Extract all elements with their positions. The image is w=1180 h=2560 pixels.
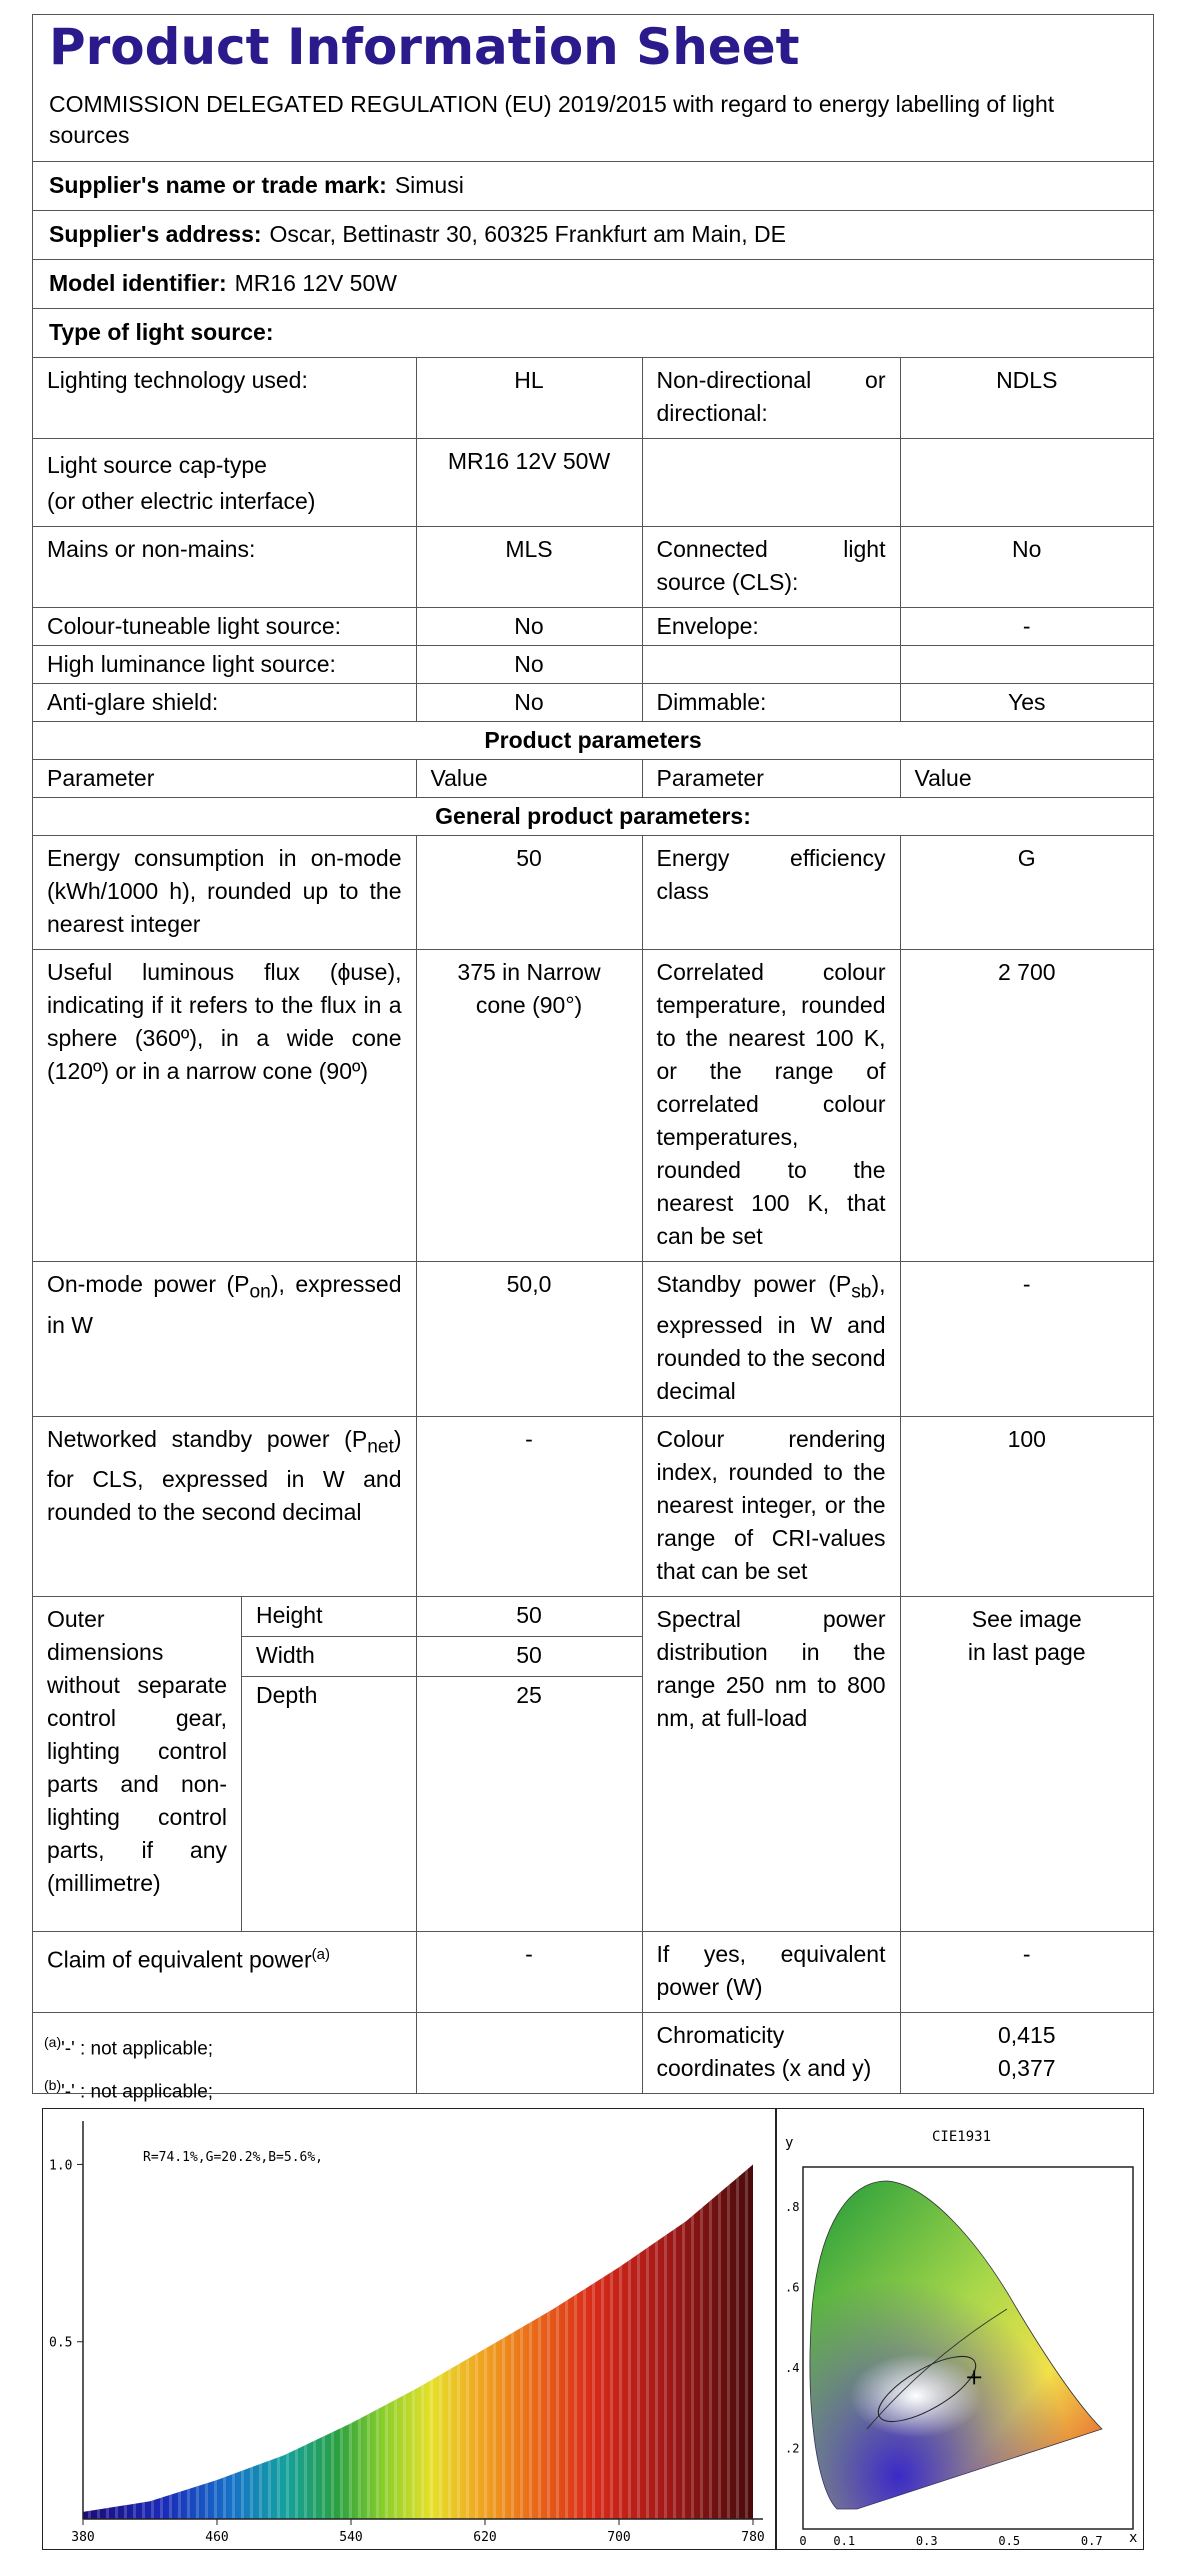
param-label bbox=[33, 1262, 416, 1417]
chroma-y-value: 0,377 bbox=[997, 2054, 1056, 2081]
spectrum-x-tick-label: 700 bbox=[607, 2530, 631, 2545]
table-row bbox=[33, 527, 1153, 608]
psb-label-text: ), expressed in W and rounded to the second decimal bbox=[656, 1271, 886, 1404]
regulation-text: COMMISSION DELEGATED REGULATION (EU) 2019/2015 with regard to energy labelling of light sources bbox=[33, 77, 1153, 162]
section-heading: Product parameters bbox=[33, 722, 1153, 760]
dimension-value: 25 bbox=[516, 1681, 542, 1708]
param-value: No bbox=[416, 684, 642, 722]
param-value: MR16 12V 50W bbox=[416, 439, 642, 527]
param-label: Energy consumption in on-mode (kWh/1000 h), rounded up to the nearest integer bbox=[33, 836, 416, 950]
cie-x-tick-label: 0.3 bbox=[915, 2534, 938, 2548]
param-value: 50 bbox=[416, 836, 642, 950]
table-row bbox=[33, 608, 1153, 646]
pon-subscript: on bbox=[249, 1281, 271, 1303]
param-value: Yes bbox=[900, 684, 1153, 722]
psb-subscript: sb bbox=[851, 1281, 872, 1303]
dimensions-label: Outer dimensions without separate control gear, lighting control parts and non-lighting control parts, if any (millimetre) bbox=[33, 1597, 242, 1931]
param-value: No bbox=[416, 608, 642, 646]
param-value: 100 bbox=[900, 1416, 1153, 1596]
charts-panel bbox=[42, 2108, 1144, 2550]
column-header-parameter: Parameter bbox=[33, 760, 416, 798]
table-row bbox=[417, 1597, 642, 1637]
param-label bbox=[33, 1416, 416, 1596]
spectrum-x-tick-label: 620 bbox=[473, 2530, 497, 2545]
param-label: If yes, equivalent power (W) bbox=[642, 1931, 900, 2012]
spectrum-area-stripes bbox=[83, 2165, 753, 2520]
column-header-value: Value bbox=[900, 760, 1153, 798]
param-value: HL bbox=[416, 358, 642, 439]
parameters-table bbox=[33, 358, 1153, 2093]
table-row bbox=[417, 1636, 642, 1676]
param-label: Spectral power distribution in the range 250 nm to 800 nm, at full-load bbox=[642, 1596, 900, 1931]
dimensions-values bbox=[417, 1597, 642, 1716]
param-label: Dimmable: bbox=[642, 684, 900, 722]
spectrum-chart-svg bbox=[43, 2109, 775, 2549]
cie-chart-svg bbox=[777, 2109, 1143, 2549]
spectrum-y-tick-label: 0.5 bbox=[49, 2335, 73, 2351]
param-value: - bbox=[900, 1262, 1153, 1417]
supplier-address-value: Oscar, Bettinastr 30, 60325 Frankfurt am Main, DE bbox=[269, 221, 786, 247]
param-value: - bbox=[900, 608, 1153, 646]
table-row bbox=[33, 1416, 1153, 1596]
table-row bbox=[33, 836, 1153, 950]
supplier-name-label: Supplier's name or trade mark: bbox=[49, 172, 387, 198]
param-label bbox=[33, 1931, 416, 2012]
dimension-label: Height bbox=[242, 1597, 416, 1637]
cie-x-tick-label: 0.1 bbox=[833, 2534, 856, 2548]
dimension-value: 50 bbox=[417, 1597, 642, 1637]
cap-type-sub-label: (or other electric interface) bbox=[47, 488, 316, 514]
footnote-text: '-' : not applicable; bbox=[61, 2038, 214, 2060]
table-row bbox=[33, 646, 1153, 684]
param-value bbox=[900, 439, 1153, 527]
supplier-address-row bbox=[33, 211, 1153, 260]
cap-type-label: Light source cap-type bbox=[47, 452, 267, 478]
cie-y-tick-label: .8 bbox=[785, 2200, 800, 2215]
model-identifier-row bbox=[33, 260, 1153, 309]
param-value: - bbox=[900, 1931, 1153, 2012]
footnote-marker: (b) bbox=[44, 2077, 62, 2094]
table-row bbox=[242, 1636, 416, 1676]
spectrum-plot-area bbox=[49, 2121, 765, 2545]
param-label bbox=[642, 439, 900, 527]
param-label: Mains or non-mains: bbox=[33, 527, 416, 608]
param-value: G bbox=[900, 836, 1153, 950]
supplier-name-value: Simusi bbox=[394, 172, 464, 198]
dimensions-values-cell bbox=[416, 1596, 642, 1931]
dimension-label: Depth bbox=[256, 1681, 318, 1708]
param-value: - bbox=[416, 1931, 642, 2012]
footnote bbox=[44, 2067, 213, 2110]
spd-value-line: in last page bbox=[967, 1638, 1086, 1665]
dimension-label: Width bbox=[242, 1636, 416, 1676]
param-label: Energy efficiency class bbox=[642, 836, 900, 950]
table-row bbox=[33, 1931, 1153, 2012]
pnet-label-text: ) for CLS, expressed in W and rounded to the second decimal bbox=[47, 1425, 402, 1526]
spd-value-line: See image bbox=[971, 1605, 1082, 1632]
param-label: Colour rendering index, rounded to the nearest integer, or the range of CRI-values that can be set bbox=[642, 1416, 900, 1596]
table-row bbox=[33, 798, 1153, 836]
cie-x-tick-label: 0 bbox=[799, 2534, 807, 2548]
section-heading: General product parameters: bbox=[33, 798, 1153, 836]
pnet-label-text: Networked standby power (P bbox=[47, 1425, 368, 1452]
table-row bbox=[242, 1676, 416, 1716]
spectrum-chart bbox=[43, 2109, 777, 2549]
param-label bbox=[642, 646, 900, 684]
model-identifier-label: Model identifier: bbox=[49, 270, 227, 296]
product-information-sheet bbox=[32, 14, 1154, 2094]
table-row bbox=[33, 358, 1153, 439]
table-row bbox=[33, 760, 1153, 798]
param-label: Colour-tuneable light source: bbox=[33, 608, 416, 646]
param-label: High luminance light source: bbox=[33, 646, 416, 684]
cie-title: CIE1931 bbox=[932, 2129, 992, 2145]
cie-y-tick-label: .4 bbox=[785, 2361, 800, 2376]
page-title: Product Information Sheet bbox=[49, 18, 800, 76]
supplier-address-label: Supplier's address: bbox=[49, 221, 262, 247]
spectrum-y-tick-label: 1.0 bbox=[49, 2158, 73, 2174]
pnet-subscript: net bbox=[367, 1436, 394, 1458]
param-label bbox=[642, 1262, 900, 1417]
dimensions-subtable bbox=[242, 1597, 416, 1716]
psb-label-text: Standby power (P bbox=[656, 1271, 852, 1297]
cie-x-tick-label: 0.5 bbox=[998, 2534, 1021, 2548]
footnote-marker: (a) bbox=[44, 2034, 62, 2050]
column-header-value: Value bbox=[416, 760, 642, 798]
param-value: MLS bbox=[416, 527, 642, 608]
param-value: NDLS bbox=[900, 358, 1153, 439]
param-label: Envelope: bbox=[642, 608, 900, 646]
cie-chart bbox=[777, 2109, 1143, 2549]
table-row bbox=[33, 722, 1153, 760]
light-source-type-label: Type of light source: bbox=[49, 319, 274, 345]
cie-x-tick-label: 0.7 bbox=[1080, 2534, 1103, 2548]
param-label: Anti-glare shield: bbox=[33, 684, 416, 722]
param-value: 375 in Narrow cone (90°) bbox=[416, 950, 642, 1262]
dimensions-cell bbox=[33, 1596, 416, 1931]
column-header-parameter: Parameter bbox=[642, 760, 900, 798]
param-label: Lighting technology used: bbox=[33, 358, 416, 439]
cie-x-axis-label: x bbox=[1129, 2530, 1138, 2546]
spectrum-annotation: R=74.1%,G=20.2%,B=5.6%, bbox=[143, 2150, 324, 2165]
param-value: 50,0 bbox=[416, 1262, 642, 1417]
table-row bbox=[33, 1596, 1153, 1931]
footnote bbox=[44, 2024, 213, 2067]
spectrum-x-tick-label: 380 bbox=[71, 2530, 95, 2545]
empty-cell bbox=[416, 2012, 642, 2093]
param-value: 2 700 bbox=[900, 950, 1153, 1262]
param-label bbox=[33, 439, 416, 527]
table-row bbox=[242, 1597, 416, 1637]
spectrum-x-tick-label: 540 bbox=[339, 2530, 363, 2545]
cie-y-tick-label: .2 bbox=[785, 2441, 800, 2456]
table-row bbox=[33, 950, 1153, 1262]
supplier-name-row bbox=[33, 162, 1153, 211]
param-value: No bbox=[416, 646, 642, 684]
cie-y-tick-label: .6 bbox=[785, 2280, 800, 2295]
cie-y-axis-label: y bbox=[785, 2135, 794, 2151]
param-label: Useful luminous flux (ϕuse), indicating if it refers to the flux in a sphere (360º), in a wide cone (120º) or in a narrow cone (90º) bbox=[33, 950, 416, 1262]
equiv-claim-text: Claim of equivalent power bbox=[47, 1946, 312, 1973]
table-row bbox=[33, 1262, 1153, 1417]
param-label: Connected light source (CLS): bbox=[642, 527, 900, 608]
table-row bbox=[33, 684, 1153, 722]
footnote-text: '-' : not applicable; bbox=[61, 2081, 214, 2103]
pon-label-text: On-mode power (P bbox=[47, 1271, 250, 1297]
dimension-value: 50 bbox=[417, 1636, 642, 1676]
param-value: No bbox=[900, 527, 1153, 608]
param-label: Correlated colour temperature, rounded to the nearest 100 K, or the range of correlated colour temperatures, rounded to the nearest 100 K, that can be set bbox=[642, 950, 900, 1262]
chroma-x-value: 0,415 bbox=[997, 2021, 1056, 2048]
spectrum-x-tick-label: 460 bbox=[205, 2530, 229, 2545]
param-label: Non-directional or directional: bbox=[642, 358, 900, 439]
param-value: - bbox=[416, 1416, 642, 1596]
spectrum-x-tick-label: 780 bbox=[741, 2530, 765, 2545]
footnotes bbox=[44, 2024, 213, 2111]
model-identifier-value: MR16 12V 50W bbox=[234, 270, 397, 296]
table-row bbox=[417, 1676, 642, 1716]
pon-label-text: ), expressed in W bbox=[47, 1271, 402, 1338]
equiv-claim-footnote-ref: (a) bbox=[311, 1945, 330, 1963]
table-row bbox=[33, 439, 1153, 527]
param-value bbox=[900, 646, 1153, 684]
param-value bbox=[900, 1596, 1153, 1931]
light-source-type-row bbox=[33, 309, 1153, 358]
param-label: Chromaticity coordinates (x and y) bbox=[642, 2012, 900, 2093]
param-value bbox=[900, 2012, 1153, 2093]
cie-white-region bbox=[817, 2309, 1037, 2449]
